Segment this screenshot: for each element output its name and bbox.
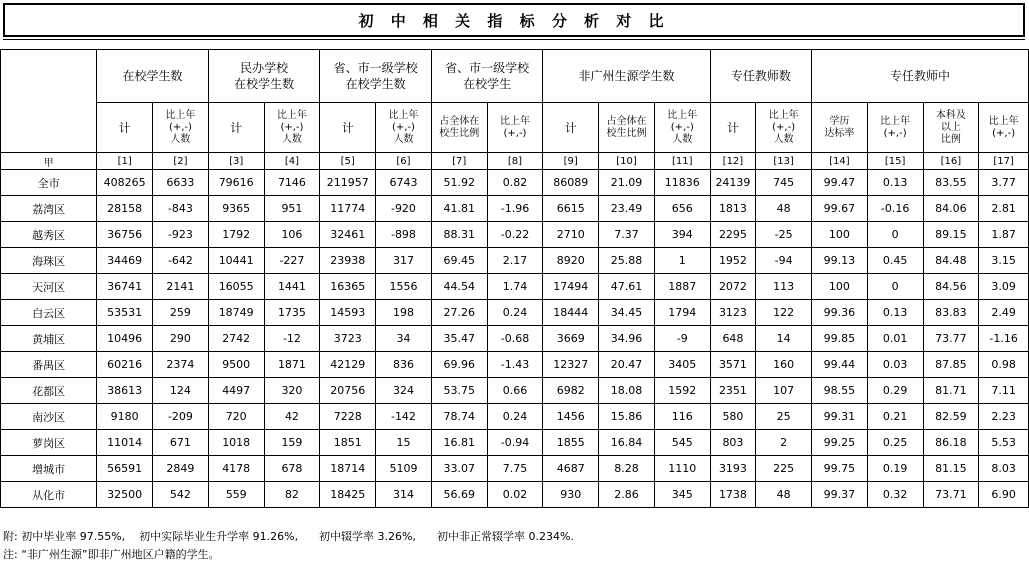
table-row: [1, 378, 1029, 404]
data-cell: 345: [654, 482, 710, 508]
data-cell: 99.25: [812, 430, 868, 456]
data-cell: 0.24: [487, 404, 543, 430]
data-cell: 42: [264, 404, 320, 430]
data-cell: 11774: [320, 196, 376, 222]
data-cell: 745: [756, 170, 812, 196]
data-cell: 11014: [97, 430, 153, 456]
data-cell: 6743: [376, 170, 432, 196]
data-cell: 2374: [153, 352, 209, 378]
region-name: 番禺区: [1, 352, 97, 378]
data-cell: 1: [654, 248, 710, 274]
region-name: 萝岗区: [1, 430, 97, 456]
data-cell: 7.75: [487, 456, 543, 482]
data-cell: 678: [264, 456, 320, 482]
data-cell: 83.55: [923, 170, 979, 196]
data-cell: 1018: [208, 430, 264, 456]
data-cell: 34469: [97, 248, 153, 274]
data-cell: 1813: [710, 196, 756, 222]
data-cell: 394: [654, 222, 710, 248]
data-cell: 2351: [710, 378, 756, 404]
data-cell: 1592: [654, 378, 710, 404]
data-cell: 44.54: [431, 274, 487, 300]
data-cell: 106: [264, 222, 320, 248]
data-cell: 7.37: [599, 222, 655, 248]
data-cell: 656: [654, 196, 710, 222]
table-row: [1, 248, 1029, 274]
index-cell: [2]: [153, 153, 209, 170]
data-cell: 1794: [654, 300, 710, 326]
data-cell: 0.82: [487, 170, 543, 196]
data-cell: 320: [264, 378, 320, 404]
data-cell: 3669: [543, 326, 599, 352]
data-cell: 1.74: [487, 274, 543, 300]
data-cell: 0.45: [867, 248, 923, 274]
table-row: [1, 274, 1029, 300]
data-cell: 17494: [543, 274, 599, 300]
data-cell: 836: [376, 352, 432, 378]
data-cell: -94: [756, 248, 812, 274]
data-cell: 20.47: [599, 352, 655, 378]
data-cell: 0.13: [867, 300, 923, 326]
data-cell: 56.69: [431, 482, 487, 508]
data-cell: 24139: [710, 170, 756, 196]
data-cell: 89.15: [923, 222, 979, 248]
data-cell: 14593: [320, 300, 376, 326]
region-name: 海珠区: [1, 248, 97, 274]
data-cell: 56591: [97, 456, 153, 482]
data-cell: 545: [654, 430, 710, 456]
data-cell: 32500: [97, 482, 153, 508]
data-cell: 48: [756, 196, 812, 222]
data-cell: 4497: [208, 378, 264, 404]
data-cell: 3571: [710, 352, 756, 378]
data-cell: 1855: [543, 430, 599, 456]
data-cell: -1.43: [487, 352, 543, 378]
index-cell: [5]: [320, 153, 376, 170]
sub-header: 比上年 (+,-) 人数: [756, 103, 812, 153]
data-cell: 86.18: [923, 430, 979, 456]
data-cell: 1456: [543, 404, 599, 430]
sub-header: 比上年 (+,-) 人数: [654, 103, 710, 153]
index-label: 甲: [1, 153, 97, 170]
data-cell: 671: [153, 430, 209, 456]
data-cell: 9180: [97, 404, 153, 430]
data-cell: 18749: [208, 300, 264, 326]
data-cell: 32461: [320, 222, 376, 248]
region-name: 全市: [1, 170, 97, 196]
data-cell: 73.77: [923, 326, 979, 352]
data-cell: 2.81: [979, 196, 1029, 222]
data-cell: 2141: [153, 274, 209, 300]
data-cell: 48: [756, 482, 812, 508]
region-name: 增城市: [1, 456, 97, 482]
data-cell: 159: [264, 430, 320, 456]
data-cell: 1735: [264, 300, 320, 326]
data-cell: 100: [812, 274, 868, 300]
data-cell: 2.23: [979, 404, 1029, 430]
data-cell: 0: [867, 274, 923, 300]
data-cell: 14: [756, 326, 812, 352]
data-cell: 84.48: [923, 248, 979, 274]
indicator-table: [0, 49, 1029, 508]
data-cell: -1.96: [487, 196, 543, 222]
index-cell: [6]: [376, 153, 432, 170]
appendix-note: 附: 初中毕业率 97.55%, 初中实际毕业生升学率 91.26%, 初中辍学率 3.26%, 初中非正常辍学率 0.234%.: [3, 530, 574, 543]
data-cell: 6982: [543, 378, 599, 404]
data-cell: 3723: [320, 326, 376, 352]
data-cell: 1.87: [979, 222, 1029, 248]
table-row: [1, 196, 1029, 222]
data-cell: -142: [376, 404, 432, 430]
data-cell: 3.15: [979, 248, 1029, 274]
group-header: 专任教师中: [812, 50, 1029, 103]
data-cell: 0: [867, 222, 923, 248]
data-cell: 107: [756, 378, 812, 404]
data-cell: 16365: [320, 274, 376, 300]
data-cell: 803: [710, 430, 756, 456]
region-name: 黄埔区: [1, 326, 97, 352]
data-cell: 16.84: [599, 430, 655, 456]
data-cell: 84.56: [923, 274, 979, 300]
data-cell: 259: [153, 300, 209, 326]
region-name: 越秀区: [1, 222, 97, 248]
data-cell: 1871: [264, 352, 320, 378]
data-cell: -12: [264, 326, 320, 352]
index-cell: [10]: [599, 153, 655, 170]
data-cell: 4687: [543, 456, 599, 482]
table-row: [1, 326, 1029, 352]
data-cell: 3.77: [979, 170, 1029, 196]
data-cell: 2849: [153, 456, 209, 482]
data-cell: 8.03: [979, 456, 1029, 482]
data-cell: -642: [153, 248, 209, 274]
sub-header: 计: [710, 103, 756, 153]
data-cell: 2710: [543, 222, 599, 248]
data-cell: 211957: [320, 170, 376, 196]
data-cell: 2742: [208, 326, 264, 352]
sub-header: 比上年 (+,-) 人数: [376, 103, 432, 153]
group-header: 专任教师数: [710, 50, 811, 103]
sub-header: 计: [97, 103, 153, 153]
data-cell: -898: [376, 222, 432, 248]
data-cell: 7.11: [979, 378, 1029, 404]
data-cell: 36756: [97, 222, 153, 248]
data-cell: -0.94: [487, 430, 543, 456]
sub-header: 本科及 以上 比例: [923, 103, 979, 153]
group-header: 非广州生源学生数: [543, 50, 710, 103]
data-cell: 0.25: [867, 430, 923, 456]
group-header: 民办学校 在校学生数: [208, 50, 320, 103]
data-cell: 98.55: [812, 378, 868, 404]
data-cell: 2295: [710, 222, 756, 248]
data-cell: 317: [376, 248, 432, 274]
data-cell: 86089: [543, 170, 599, 196]
region-name: 白云区: [1, 300, 97, 326]
data-cell: 6633: [153, 170, 209, 196]
data-cell: -227: [264, 248, 320, 274]
data-cell: 15: [376, 430, 432, 456]
data-cell: 648: [710, 326, 756, 352]
data-cell: 99.13: [812, 248, 868, 274]
data-cell: 51.92: [431, 170, 487, 196]
data-cell: 4178: [208, 456, 264, 482]
data-cell: 0.29: [867, 378, 923, 404]
data-cell: 12327: [543, 352, 599, 378]
data-cell: -25: [756, 222, 812, 248]
data-cell: 99.44: [812, 352, 868, 378]
region-name: 南沙区: [1, 404, 97, 430]
index-cell: [15]: [867, 153, 923, 170]
table-row: [1, 222, 1029, 248]
index-cell: [12]: [710, 153, 756, 170]
region-name: 天河区: [1, 274, 97, 300]
table-row: [1, 170, 1029, 196]
data-cell: -1.16: [979, 326, 1029, 352]
data-cell: 82.59: [923, 404, 979, 430]
data-cell: 53.75: [431, 378, 487, 404]
data-cell: 2.86: [599, 482, 655, 508]
group-header: 省、市一级学校 在校学生: [431, 50, 543, 103]
data-cell: 160: [756, 352, 812, 378]
data-cell: 99.37: [812, 482, 868, 508]
sub-header: 占全体在 校生比例: [599, 103, 655, 153]
data-cell: 1110: [654, 456, 710, 482]
data-cell: 0.66: [487, 378, 543, 404]
data-cell: 5.53: [979, 430, 1029, 456]
table-row: [1, 482, 1029, 508]
table-title: 初 中 相 关 指 标 分 析 对 比: [3, 3, 1025, 37]
data-cell: 290: [153, 326, 209, 352]
data-cell: 1556: [376, 274, 432, 300]
data-cell: 0.32: [867, 482, 923, 508]
data-cell: 100: [812, 222, 868, 248]
data-cell: 18714: [320, 456, 376, 482]
index-cell: [11]: [654, 153, 710, 170]
data-cell: 3193: [710, 456, 756, 482]
data-cell: 38613: [97, 378, 153, 404]
table-row: [1, 300, 1029, 326]
table-row: [1, 352, 1029, 378]
data-cell: 42129: [320, 352, 376, 378]
data-cell: -843: [153, 196, 209, 222]
data-cell: 35.47: [431, 326, 487, 352]
sub-header: 学历 达标率: [812, 103, 868, 153]
data-cell: 79616: [208, 170, 264, 196]
data-cell: 580: [710, 404, 756, 430]
data-cell: -0.22: [487, 222, 543, 248]
data-cell: 324: [376, 378, 432, 404]
data-cell: 0.21: [867, 404, 923, 430]
data-cell: 41.81: [431, 196, 487, 222]
data-cell: 99.75: [812, 456, 868, 482]
data-cell: 16.81: [431, 430, 487, 456]
index-cell: [13]: [756, 153, 812, 170]
data-cell: 84.06: [923, 196, 979, 222]
data-cell: 60216: [97, 352, 153, 378]
data-cell: 951: [264, 196, 320, 222]
data-cell: 33.07: [431, 456, 487, 482]
data-cell: 408265: [97, 170, 153, 196]
data-cell: 0.19: [867, 456, 923, 482]
data-cell: 81.15: [923, 456, 979, 482]
region-name: 从化市: [1, 482, 97, 508]
data-cell: 36741: [97, 274, 153, 300]
data-cell: 16055: [208, 274, 264, 300]
data-cell: 11836: [654, 170, 710, 196]
data-cell: 88.31: [431, 222, 487, 248]
data-cell: 34: [376, 326, 432, 352]
data-cell: 5109: [376, 456, 432, 482]
data-cell: 113: [756, 274, 812, 300]
data-cell: 7146: [264, 170, 320, 196]
group-header: 在校学生数: [97, 50, 209, 103]
data-cell: 720: [208, 404, 264, 430]
data-cell: 0.24: [487, 300, 543, 326]
data-cell: 6615: [543, 196, 599, 222]
data-cell: 1952: [710, 248, 756, 274]
group-header: 省、市一级学校 在校学生数: [320, 50, 432, 103]
data-cell: 7228: [320, 404, 376, 430]
region-name: 花都区: [1, 378, 97, 404]
region-name: 荔湾区: [1, 196, 97, 222]
data-cell: 542: [153, 482, 209, 508]
data-cell: 1887: [654, 274, 710, 300]
data-cell: 99.31: [812, 404, 868, 430]
index-cell: [7]: [431, 153, 487, 170]
data-cell: 2.49: [979, 300, 1029, 326]
data-cell: -9: [654, 326, 710, 352]
index-cell: [3]: [208, 153, 264, 170]
data-cell: 53531: [97, 300, 153, 326]
data-cell: 73.71: [923, 482, 979, 508]
data-cell: 0.98: [979, 352, 1029, 378]
table-row: [1, 430, 1029, 456]
data-cell: 23938: [320, 248, 376, 274]
index-cell: [17]: [979, 153, 1029, 170]
data-cell: 83.83: [923, 300, 979, 326]
data-cell: 1851: [320, 430, 376, 456]
sub-header: 比上年 (+,-) 人数: [264, 103, 320, 153]
data-cell: -923: [153, 222, 209, 248]
data-cell: 0.01: [867, 326, 923, 352]
data-cell: 3.09: [979, 274, 1029, 300]
index-cell: [14]: [812, 153, 868, 170]
sub-header: 比上年 (+,-) 人数: [153, 103, 209, 153]
data-cell: 0.03: [867, 352, 923, 378]
data-cell: 99.47: [812, 170, 868, 196]
data-cell: 99.36: [812, 300, 868, 326]
index-cell: [1]: [97, 153, 153, 170]
data-cell: 34.96: [599, 326, 655, 352]
data-cell: 559: [208, 482, 264, 508]
data-cell: 3405: [654, 352, 710, 378]
data-cell: 8.28: [599, 456, 655, 482]
index-cell: [8]: [487, 153, 543, 170]
data-cell: 2: [756, 430, 812, 456]
sub-header: 占全体在 校生比例: [431, 103, 487, 153]
data-cell: 0.02: [487, 482, 543, 508]
index-cell: [9]: [543, 153, 599, 170]
table-row: [1, 456, 1029, 482]
data-cell: 9365: [208, 196, 264, 222]
data-cell: 10496: [97, 326, 153, 352]
data-cell: 18425: [320, 482, 376, 508]
sub-header: 计: [320, 103, 376, 153]
corner-cell: [1, 50, 97, 153]
data-cell: 18444: [543, 300, 599, 326]
index-cell: [4]: [264, 153, 320, 170]
data-cell: 2.17: [487, 248, 543, 274]
data-cell: -0.16: [867, 196, 923, 222]
data-cell: 8920: [543, 248, 599, 274]
data-cell: 9500: [208, 352, 264, 378]
data-cell: -920: [376, 196, 432, 222]
data-cell: 81.71: [923, 378, 979, 404]
data-cell: 34.45: [599, 300, 655, 326]
data-cell: 124: [153, 378, 209, 404]
sub-header: 计: [208, 103, 264, 153]
table-row: [1, 404, 1029, 430]
data-cell: 20756: [320, 378, 376, 404]
data-cell: 78.74: [431, 404, 487, 430]
data-cell: 28158: [97, 196, 153, 222]
data-cell: 15.86: [599, 404, 655, 430]
sub-header: 比上年 (+,-): [979, 103, 1029, 153]
sub-header: 计: [543, 103, 599, 153]
sub-header: 比上年 (+,-): [867, 103, 923, 153]
data-cell: 23.49: [599, 196, 655, 222]
data-cell: 18.08: [599, 378, 655, 404]
data-cell: 225: [756, 456, 812, 482]
data-cell: 25.88: [599, 248, 655, 274]
data-cell: 0.13: [867, 170, 923, 196]
data-cell: 930: [543, 482, 599, 508]
data-cell: 99.67: [812, 196, 868, 222]
data-cell: 3123: [710, 300, 756, 326]
footnote: 注: “非广州生源”即非广州地区户籍的学生。: [3, 548, 220, 561]
data-cell: 69.96: [431, 352, 487, 378]
data-cell: 82: [264, 482, 320, 508]
data-cell: 21.09: [599, 170, 655, 196]
data-cell: 6.90: [979, 482, 1029, 508]
data-cell: 122: [756, 300, 812, 326]
data-cell: 1441: [264, 274, 320, 300]
data-cell: 314: [376, 482, 432, 508]
data-cell: 25: [756, 404, 812, 430]
data-cell: -0.68: [487, 326, 543, 352]
data-cell: 69.45: [431, 248, 487, 274]
data-cell: 47.61: [599, 274, 655, 300]
data-cell: 27.26: [431, 300, 487, 326]
data-cell: 1738: [710, 482, 756, 508]
data-cell: 116: [654, 404, 710, 430]
data-cell: 99.85: [812, 326, 868, 352]
data-cell: 198: [376, 300, 432, 326]
index-cell: [16]: [923, 153, 979, 170]
data-cell: 10441: [208, 248, 264, 274]
data-cell: 87.85: [923, 352, 979, 378]
data-cell: -209: [153, 404, 209, 430]
data-cell: 2072: [710, 274, 756, 300]
sub-header: 比上年 (+,-): [487, 103, 543, 153]
data-cell: 1792: [208, 222, 264, 248]
